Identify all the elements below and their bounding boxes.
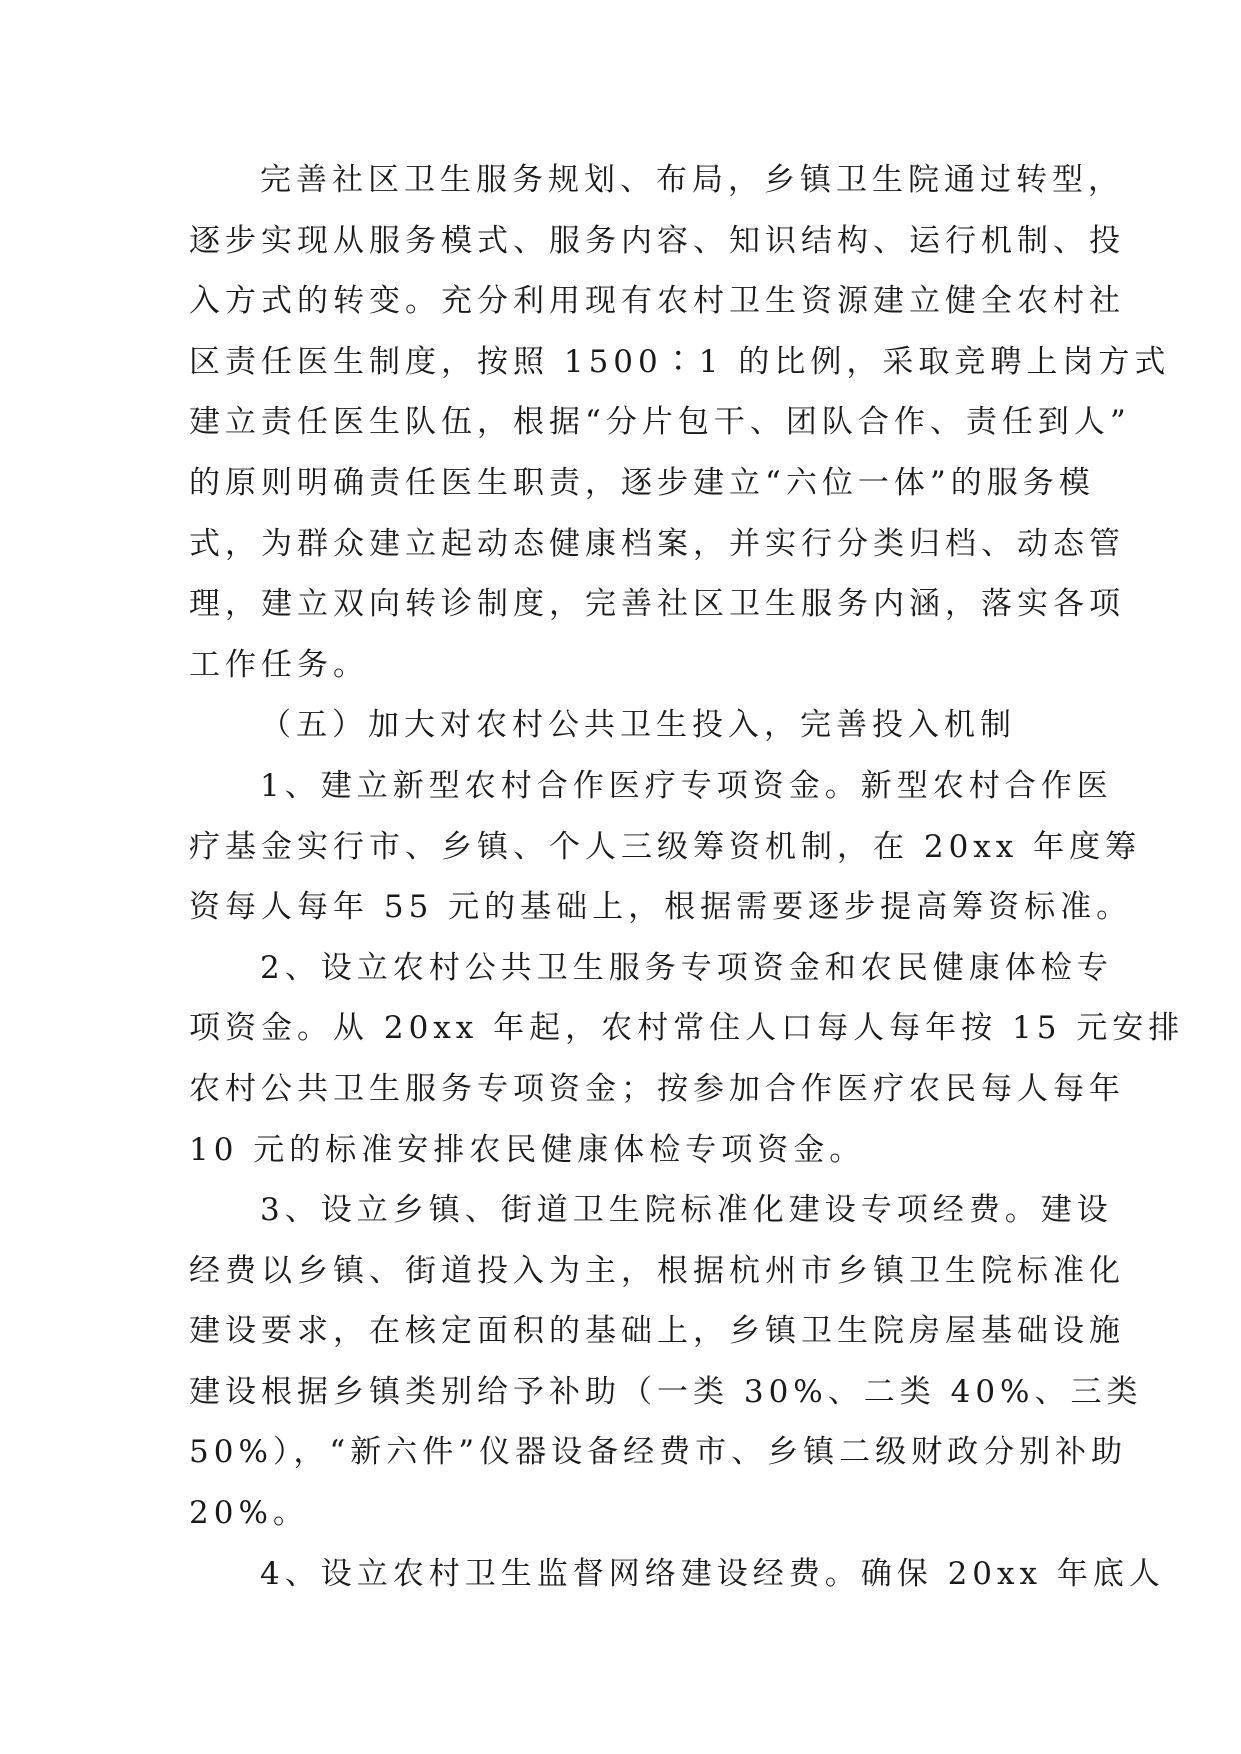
text-line: 农村公共卫生服务专项资金；按参加合作医疗农民每人每年	[189, 1070, 1125, 1107]
text-line: 经费以乡镇、街道投入为主，根据杭州市乡镇卫生院标准化	[189, 1252, 1125, 1289]
text-line: 建设要求，在核定面积的基础上，乡镇卫生院房屋基础设施	[189, 1313, 1125, 1350]
text-line: 1、建立新型农村合作医疗专项资金。新型农村合作医	[260, 767, 1113, 804]
text-line: 建设根据乡镇类别给予补助（一类 30%、二类 40%、三类	[189, 1373, 1143, 1410]
text-line: 的原则明确责任医生职责，逐步建立“六位一体”的服务模	[189, 464, 1095, 501]
text-line: 3、设立乡镇、街道卫生院标准化建设专项经费。建设	[260, 1192, 1113, 1229]
text-line: 式，为群众建立起动态健康档案，并实行分类归档、动态管	[189, 525, 1125, 562]
text-line: 工作任务。	[189, 646, 369, 683]
text-line: 入方式的转变。充分利用现有农村卫生资源建立健全农村社	[189, 283, 1125, 320]
text-line: 项资金。从 20xx 年起，农村常住人口每人每年按 15 元安排	[189, 1010, 1185, 1047]
text-line: 资每人每年 55 元的基础上，根据需要逐步提高筹资标准。	[189, 889, 1133, 926]
section-heading: （五）加大对农村公共卫生投入，完善投入机制	[260, 707, 1016, 744]
text-line: 4、设立农村卫生监督网络建设经费。确保 20xx 年底人	[260, 1555, 1165, 1592]
text-line: 逐步实现从服务模式、服务内容、知识结构、运行机制、投	[189, 222, 1125, 259]
text-line: 10 元的标准安排农民健康体检专项资金。	[189, 1131, 866, 1168]
text-line: 2、设立农村公共卫生服务专项资金和农民健康体检专	[260, 949, 1113, 986]
text-line: 理，建立双向转诊制度，完善社区卫生服务内涵，落实各项	[189, 586, 1125, 623]
text-line: 20%。	[189, 1495, 309, 1532]
text-line: 区责任医生制度，按照 1500∶1 的比例，采取竞聘上岗方式	[189, 343, 1171, 380]
text-line: 50%），“新六件”仪器设备经费市、乡镇二级财政分别补助	[189, 1434, 1128, 1471]
text-line: 完善社区卫生服务规划、布局，乡镇卫生院通过转型，	[260, 162, 1124, 198]
text-line: 建立责任医生队伍，根据“分片包干、团队合作、责任到人”	[189, 404, 1131, 441]
document-body	[189, 150, 1185, 1604]
text-line: 疗基金实行市、乡镇、个人三级筹资机制，在 20xx 年度筹	[189, 828, 1142, 865]
